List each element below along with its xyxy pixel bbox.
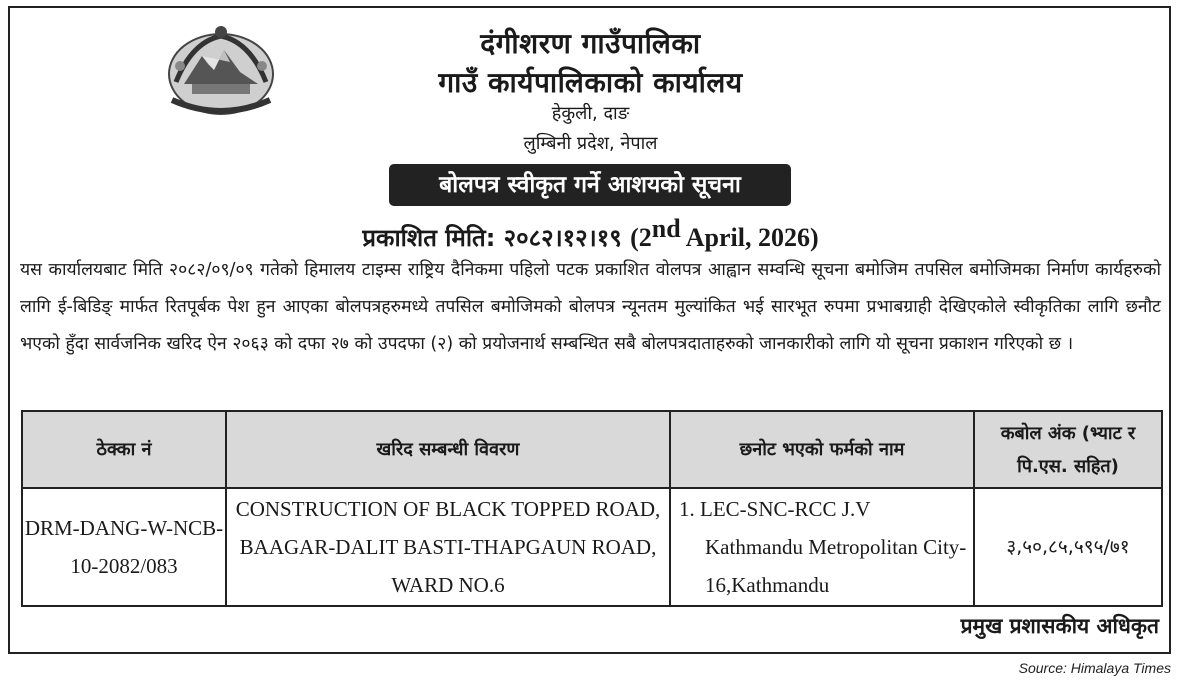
published-day: (2 (630, 223, 652, 252)
firm-address: Kathmandu Metropolitan City-16,Kathmandu (705, 535, 967, 597)
source-credit: Source: Himalaya Times (1018, 660, 1171, 676)
table-row (22, 488, 1162, 606)
col-description: खरिद सम्बन्धी विवरण (226, 411, 670, 488)
cell-contract-no: DRM-DANG-W-NCB-10-2082/083 (22, 488, 226, 606)
firm-name: 1. LEC-SNC-RCC J.V (679, 497, 871, 521)
col-firm-name: छनोट भएको फर्मको नाम (670, 411, 974, 488)
municipality-name: दंगीशरण गाउँपालिका (480, 27, 701, 60)
published-day-suffix: nd (651, 214, 681, 243)
notice-body: यस कार्यालयबाट मिति २०८२/०९/०९ गतेको हिमालय टाइम्स राष्ट्रिय दैनिकमा पहिलो पटक प्रकाशित वोलपत्र आह्वान सम्वन्धि सूचना बमोजिम तपसिल बमोजिमका निर्माण कार्यहरुको लागि ई-बिडिङ् मार्फत रितपूर्बक पेश हुन आएका बोलपत्रहरुमध्ये तपसिल बमोजिमको बोलपत्र न्यूनतम मुल्यांकित भई सारभूत रुपमा प्रभाबग्राही देखिएकोले स्वीकृतिका लागि छनौट भएको हुँदा सार्वजनिक खरिद ऐन २०६३ को दफा २७ को उपदफा (२) को प्रयोजनार्थ सम्बन्धित सबै बोलपत्रदाताहरुको जानकारीको लागि यो सूचना प्रकाशन गरिएको छ । (20, 260, 1161, 354)
cell-bid-amount: ३,५०,८५,५९५/७१ (974, 488, 1162, 606)
award-table (21, 410, 1163, 607)
office-location: हेकुली, दाङ (551, 103, 630, 124)
cell-firm-name (670, 488, 974, 606)
cell-description: CONSTRUCTION OF BLACK TOPPED ROAD, BAAGAR-DALIT BASTI-THAPGAUN ROAD, WARD NO.6 (226, 488, 670, 606)
col-contract-no: ठेक्का नं (22, 411, 226, 488)
published-date (0, 214, 1181, 254)
published-month-year: April, 2026) (680, 223, 819, 252)
table-header-row (22, 411, 1162, 488)
notice-title: बोलपत्र स्वीकृत गर्ने आशयको सूचना (389, 164, 791, 206)
signatory-title: प्रमुख प्रशासकीय अधिकृत (960, 614, 1159, 638)
published-label: प्रकाशित मिति: २०८२।१२।१९ (362, 224, 631, 252)
province-country: लुम्बिनी प्रदेश, नेपाल (523, 133, 658, 154)
office-name: गाउँ कार्यपालिकाको कार्यालय (438, 66, 743, 99)
col-bid-amount: कबोल अंक (भ्याट र पि.एस. सहित) (974, 411, 1162, 488)
